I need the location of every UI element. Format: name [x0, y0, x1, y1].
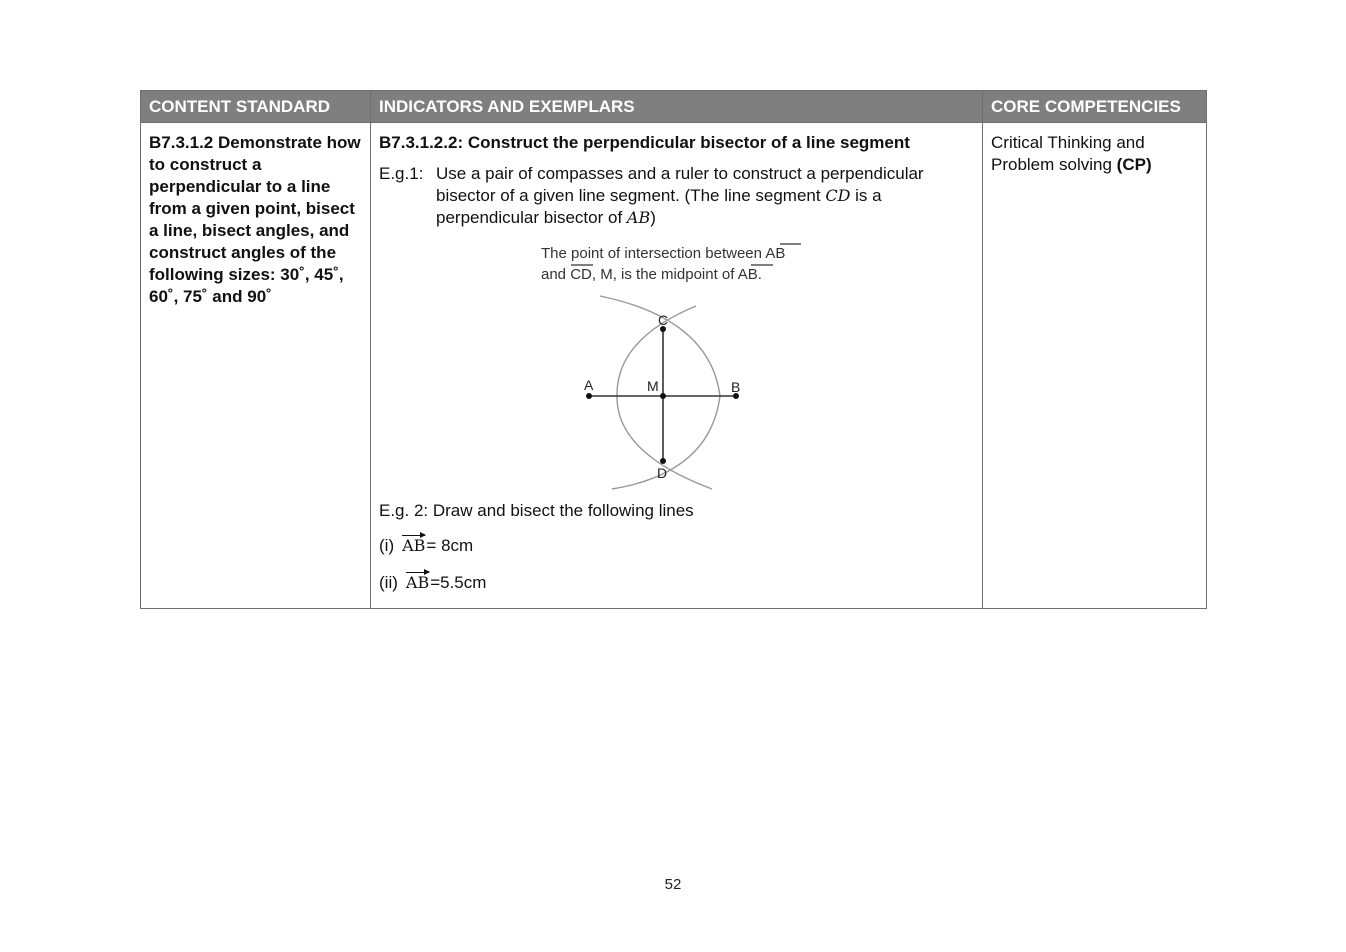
- point-d: [660, 458, 666, 464]
- indicator-title: B7.3.1.2.2: Construct the perpendicular bisector of a line segment: [379, 133, 910, 152]
- vector-arrow-icon: [402, 535, 425, 536]
- vector-ab: AB: [402, 536, 426, 555]
- example-1-text: Use a pair of compasses and a ruler to construct a perpendicular bisector of a given line segment. (The line segment: [436, 164, 924, 205]
- segment-ab: AB: [626, 208, 651, 227]
- curriculum-table: [140, 90, 1207, 609]
- label-c: C: [658, 312, 669, 328]
- item-value: =5.5cm: [430, 573, 487, 592]
- page-number: 52: [664, 876, 682, 893]
- label-m: M: [647, 378, 659, 394]
- item-label: (ii): [379, 573, 398, 592]
- example-1: [379, 163, 974, 229]
- example-2: E.g. 2: Draw and bisect the following lines: [379, 501, 694, 520]
- header-competencies: CORE COMPETENCIES: [983, 91, 1207, 123]
- label-d: D: [657, 465, 668, 481]
- list-item: [379, 533, 974, 557]
- point-a: [586, 393, 592, 399]
- item-label: (i): [379, 536, 395, 555]
- vector-ab: AB: [405, 573, 430, 592]
- vector-arrow-icon: [406, 572, 429, 573]
- example-1-text-2: is a perpendicular bisector of: [436, 186, 882, 227]
- construction-diagram: [524, 239, 804, 496]
- table-header-row: [141, 91, 1207, 123]
- competency-text: Critical Thinking and Problem solving: [991, 133, 1145, 174]
- competencies-cell: [983, 123, 1207, 609]
- item-value: = 8cm: [426, 536, 474, 555]
- label-a: A: [584, 377, 594, 393]
- content-standard-cell: B7.3.1.2 Demonstrate how to construct a perpendicular to a line from a given point, bisect a line, bisect angles, and construct angles of the following sizes: 30˚, 45˚, 60˚, 75˚ and 90˚: [141, 123, 371, 609]
- header-indicators: INDICATORS AND EXEMPLARS: [371, 91, 983, 123]
- example-1-label: E.g.1:: [379, 164, 424, 183]
- segment-cd: CD: [825, 186, 851, 205]
- list-item: [379, 570, 974, 594]
- header-content-standard: CONTENT STANDARD: [141, 91, 371, 123]
- table-row: [141, 123, 1207, 609]
- example-1-text-3: ): [650, 208, 656, 227]
- competency-code: (CP): [1116, 155, 1152, 174]
- indicators-cell: [371, 123, 983, 609]
- figure-caption-line-2: and CD, M, is the midpoint of AB.: [541, 266, 762, 283]
- figure-caption-line-1: The point of intersection between AB: [541, 245, 786, 262]
- point-m: [660, 393, 666, 399]
- perpendicular-bisector-figure: [379, 239, 974, 496]
- label-b: B: [731, 379, 741, 395]
